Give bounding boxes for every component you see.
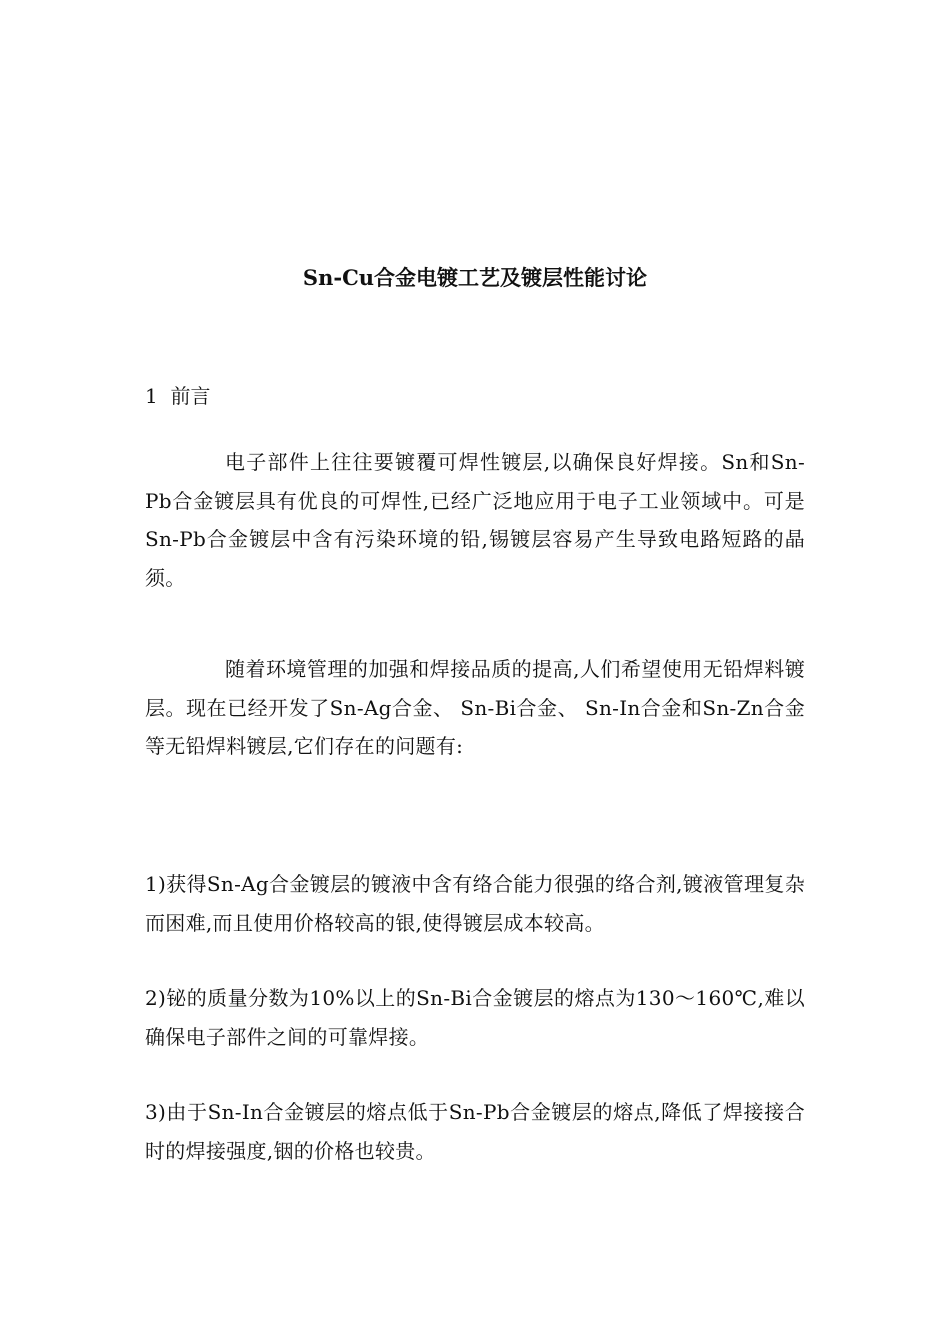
list-item-sn-bi: 2)铋的质量分数为10%以上的Sn-Bi合金镀层的熔点为130～160℃,难以确保电子部件之间的可靠焊接。 (145, 986, 805, 1049)
document-title: Sn-Cu合金电镀工艺及镀层性能讨论 (302, 265, 648, 290)
section-heading: 1 前言 (145, 384, 211, 408)
body-paragraph-intro: 电子部件上往往要镀覆可焊性镀层,以确保良好焊接。Sn和Sn-Pb合金镀层具有优良的可焊性,已经广泛地应用于电子工业领域中。可是Sn-Pb合金镀层中含有污染环境的铅,锡镀层容易产生导致电路短路的晶须。 (145, 450, 805, 590)
body-paragraph-lead-free: 随着环境管理的加强和焊接品质的提高,人们希望使用无铅焊料镀层。现在已经开发了Sn-Ag合金、 Sn-Bi合金、 Sn-In合金和Sn-Zn合金等无铅焊料镀层,它们存在的问题有: (145, 657, 805, 758)
list-item-sn-ag: 1)获得Sn-Ag合金镀层的镀液中含有络合能力很强的络合剂,镀液管理复杂而困难,而且使用价格较高的银,使得镀层成本较高。 (145, 872, 805, 935)
list-item-sn-in: 3)由于Sn-In合金镀层的熔点低于Sn-Pb合金镀层的熔点,降低了焊接接合时的焊接强度,铟的价格也较贵。 (145, 1100, 805, 1163)
